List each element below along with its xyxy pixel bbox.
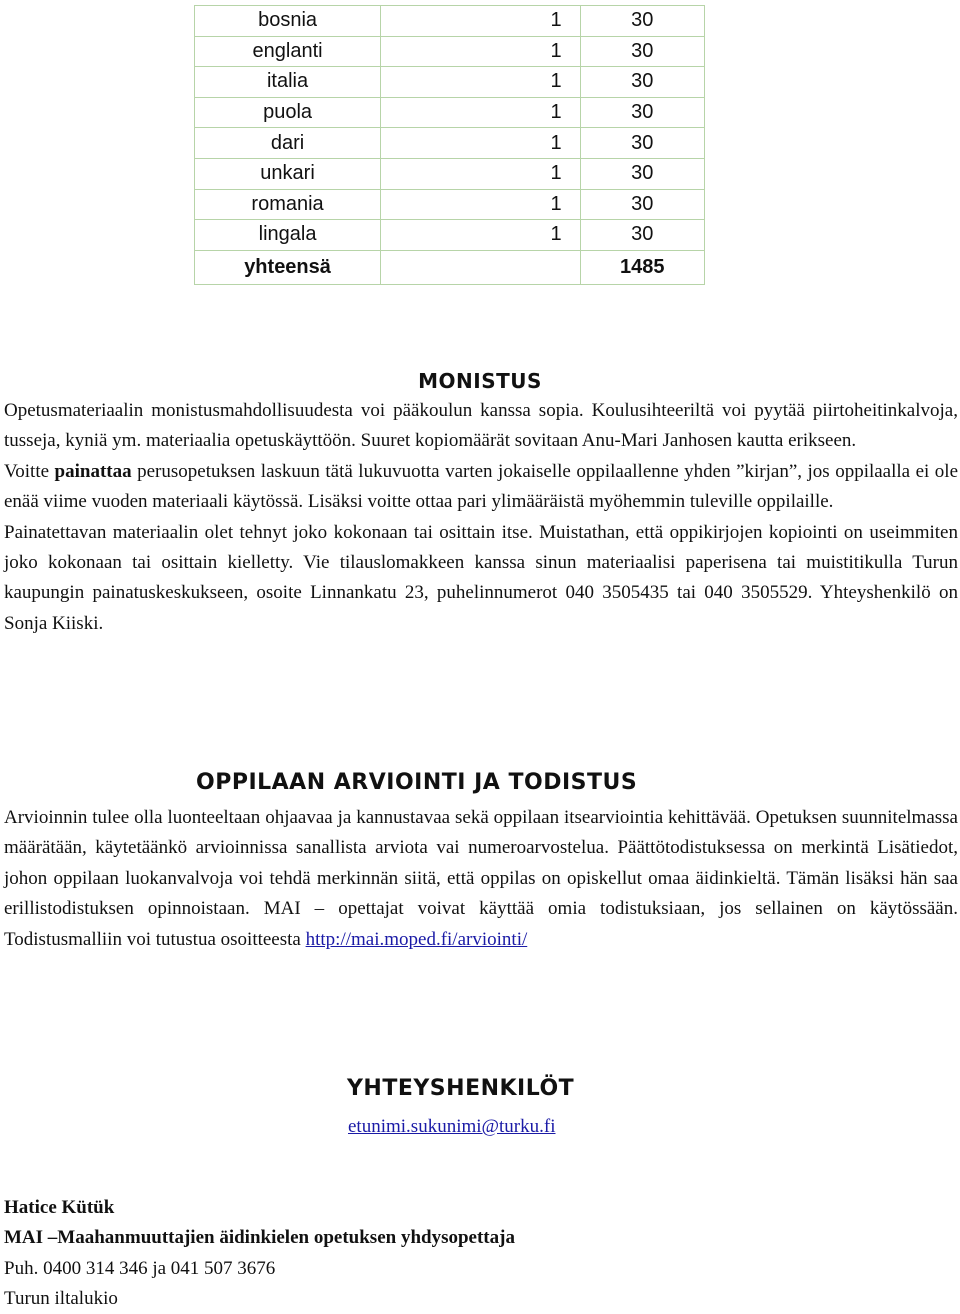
language-cell: puola: [195, 97, 381, 128]
monistus-text-2a: Voitte: [4, 460, 55, 482]
students-cell: 30: [580, 97, 704, 128]
groups-cell: 1: [381, 36, 580, 67]
monistus-text-2c: perusopetuksen laskuun tätä lukuvuotta varten jokaiselle oppilaallenne yhden ”kirjan”, jos oppilaalla ei ole enää viime vuoden materiaali käytössä. Lisäksi voitte ottaa pari ylimääräistä myöhemmin tuleville oppilaille.: [4, 460, 959, 513]
language-cell: dari: [195, 128, 381, 159]
students-cell: 30: [580, 189, 704, 220]
empty-cell: [381, 250, 580, 284]
language-cell: bosnia: [195, 6, 381, 37]
monistus-emphasis: painattaa: [54, 460, 132, 482]
arviointi-paragraph: [4, 803, 958, 955]
total-label: yhteensä: [195, 250, 381, 284]
table-row: [195, 67, 705, 98]
students-cell: 30: [580, 6, 704, 37]
groups-cell: 1: [381, 189, 580, 220]
language-cell: englanti: [195, 36, 381, 67]
table-row: [195, 6, 705, 37]
table-total-row: [195, 250, 705, 284]
groups-cell: 1: [381, 6, 580, 37]
contact-role: MAI –Maahanmuuttajien äidinkielen opetuksen yhdysopettaja: [4, 1227, 515, 1248]
language-cell: unkari: [195, 158, 381, 189]
language-cell: romania: [195, 189, 381, 220]
email-link[interactable]: etunimi.sukunimi@turku.fi: [348, 1116, 556, 1137]
table-body: [195, 6, 705, 285]
section-heading-monistus: MONISTUS: [418, 369, 542, 393]
section-heading-arviointi: OPPILAAN ARVIOINTI JA TODISTUS: [196, 770, 638, 795]
table-row: [195, 97, 705, 128]
table-row: [195, 158, 705, 189]
contact-place: Turun iltalukio: [4, 1288, 118, 1309]
monistus-text-1: Opetusmateriaalin monistusmahdollisuudesta voi pääkoulun kanssa sopia. Koulusihteeriltä voi pyytää piirtoheitinkalvoja, tusseja, kyniä ym. materiaalia opetuskäyttöön. Suuret kopiomäärät sovitaan Anu-Mari Janhosen kautta erikseen.: [4, 400, 958, 452]
total-value: 1485: [580, 250, 704, 284]
students-cell: 30: [580, 128, 704, 159]
groups-cell: 1: [381, 67, 580, 98]
groups-cell: 1: [381, 158, 580, 189]
language-groups-table: [194, 5, 705, 285]
table-row: [195, 128, 705, 159]
section-heading-contacts: YHTEYSHENKILÖT: [347, 1076, 575, 1101]
arviointi-link[interactable]: http://mai.moped.fi/arviointi/: [305, 928, 528, 950]
groups-cell: 1: [381, 128, 580, 159]
table-row: [195, 36, 705, 67]
monistus-text-3: Painatettavan materiaalin olet tehnyt joko kokonaan tai osittain itse. Muistathan, että oppikirjojen kopiointi on useimmiten joko kokonaan tai osittain kielletty. Vie tilauslomakkeen kanssa sinun materiaalisi paperisena tai muistitikulla Turun kaupungin painatuskeskukseen, osoite Linnankatu 23, puhelinnumerot 040 3505435 tai 040 3505529. Yhteyshenkilö on Sonja Kiiski.: [4, 521, 958, 634]
language-cell: italia: [195, 67, 381, 98]
table-row: [195, 220, 705, 251]
students-cell: 30: [580, 220, 704, 251]
groups-cell: 1: [381, 97, 580, 128]
table-row: [195, 189, 705, 220]
groups-cell: 1: [381, 220, 580, 251]
students-cell: 30: [580, 36, 704, 67]
monistus-paragraph: [4, 396, 958, 639]
language-cell: lingala: [195, 220, 381, 251]
contact-name: Hatice Kütük: [4, 1197, 115, 1218]
students-cell: 30: [580, 158, 704, 189]
students-cell: 30: [580, 67, 704, 98]
arviointi-text: Arvioinnin tulee olla luonteeltaan ohjaavaa ja kannustavaa sekä oppilaan itsearviointia kehittävää. Opetuksen suunnitelmassa määrätään, käytetäänkö arvioinnissa sanallista arviota vai numeroarvostelua. Päättötodistuksessa on merkintä Lisätiedot, johon oppilaan luokanvalvoja voi tehdä merkinnän siitä, että oppilas on opiskellut omaa äidinkieltä. Tämän lisäksi hän saa erillistodistuksen opinnoistaan. MAI – opettajat voivat käyttää omia todistuksiaan, jos sellainen on käytössään. Todistusmalliin voi tutustua osoitteesta: [4, 807, 958, 950]
contact-phone: Puh. 0400 314 346 ja 041 507 3676: [4, 1258, 276, 1279]
